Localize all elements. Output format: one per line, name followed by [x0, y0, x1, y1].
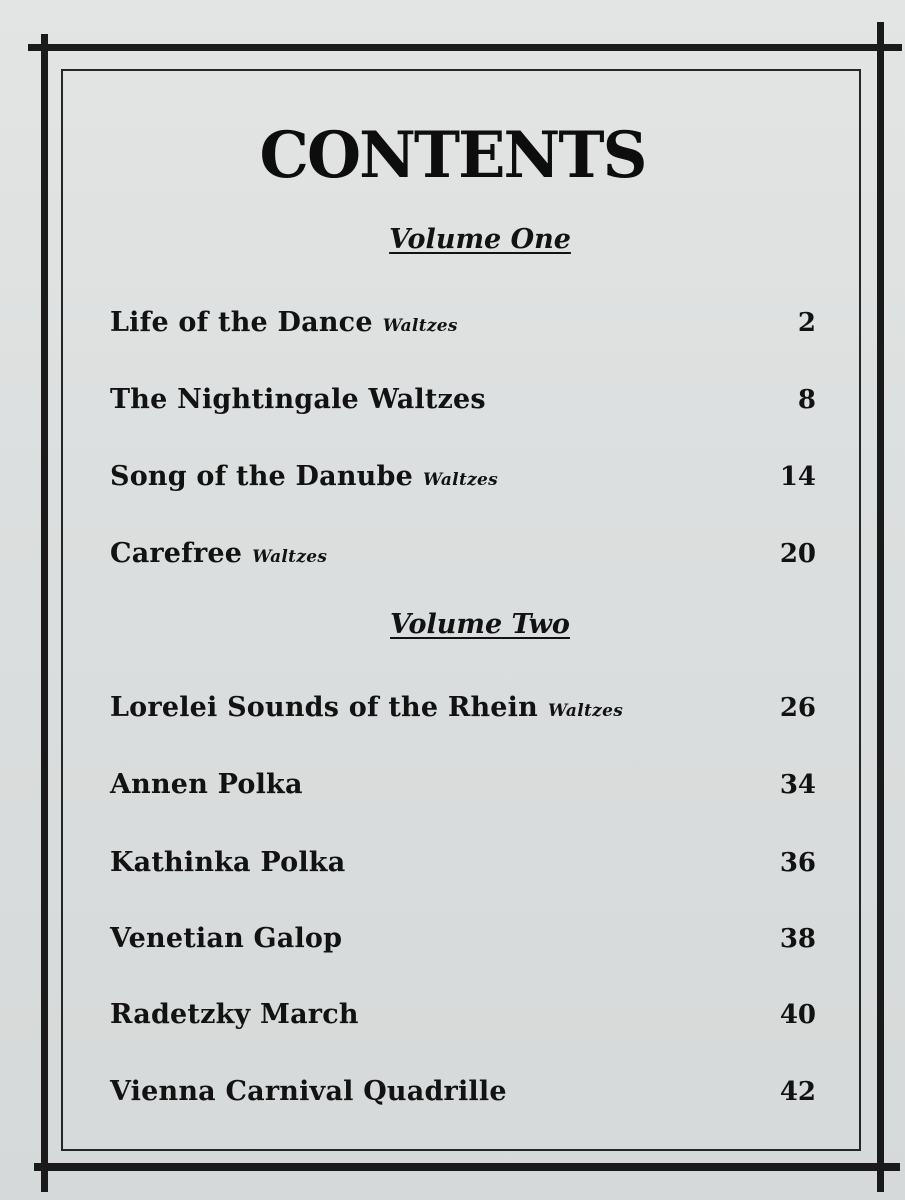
- entry-title: Venetian Galop: [110, 923, 343, 954]
- entry-subtitle: Waltzes: [382, 316, 458, 336]
- frame-right-rule: [877, 22, 884, 1192]
- entry-title: The Nightingale Waltzes: [110, 384, 486, 415]
- frame-bottom-rule: [34, 1163, 900, 1171]
- entry-title: Carefree: [110, 538, 243, 569]
- toc-entry: [110, 1067, 816, 1107]
- entry-page-number: 14: [779, 462, 816, 492]
- entry-page-number: 2: [797, 308, 816, 338]
- entry-page-number: 36: [779, 848, 816, 878]
- entry-page-number: 20: [779, 539, 816, 569]
- entry-name: [110, 384, 496, 415]
- entry-title: Kathinka Polka: [110, 847, 346, 878]
- entry-title: Life of the Dance: [110, 307, 373, 338]
- toc-entry: [110, 990, 816, 1030]
- entry-name: [110, 538, 327, 569]
- entry-name: [110, 923, 352, 954]
- page-title: CONTENTS: [259, 118, 646, 193]
- entry-subtitle: Waltzes: [422, 470, 499, 490]
- toc-entry: [110, 452, 816, 492]
- entry-name: [110, 1076, 517, 1107]
- entry-title: Song of the Danube: [110, 461, 413, 492]
- volume-heading: Volume One: [389, 224, 571, 255]
- toc-entry: [110, 375, 816, 415]
- entry-name: [110, 461, 498, 492]
- entry-title: Radetzky March: [110, 999, 359, 1030]
- toc-entry: [110, 760, 816, 800]
- entry-page-number: 34: [779, 770, 816, 800]
- toc-entry: [110, 298, 816, 338]
- entry-page-number: 8: [797, 385, 816, 415]
- entry-title: Lorelei Sounds of the Rhein: [110, 692, 538, 723]
- entry-title: Annen Polka: [110, 769, 303, 800]
- entry-subtitle: Waltzes: [547, 701, 624, 721]
- entry-name: [110, 999, 369, 1030]
- entry-page-number: 40: [779, 1000, 816, 1030]
- entry-name: [110, 307, 458, 338]
- toc-entry: [110, 683, 816, 723]
- toc-entry: [110, 529, 816, 569]
- entry-page-number: 38: [779, 924, 816, 954]
- entry-subtitle: Waltzes: [252, 547, 328, 567]
- toc-entry: [110, 914, 816, 954]
- toc-entry: [110, 838, 816, 878]
- entry-title: Vienna Carnival Quadrille: [110, 1076, 507, 1107]
- entry-name: [110, 769, 313, 800]
- entry-name: [110, 692, 623, 723]
- entry-name: [110, 847, 355, 878]
- frame-top-rule: [28, 44, 902, 51]
- volume-heading: Volume Two: [390, 609, 570, 640]
- entry-page-number: 42: [779, 1077, 816, 1107]
- entry-page-number: 26: [779, 693, 816, 723]
